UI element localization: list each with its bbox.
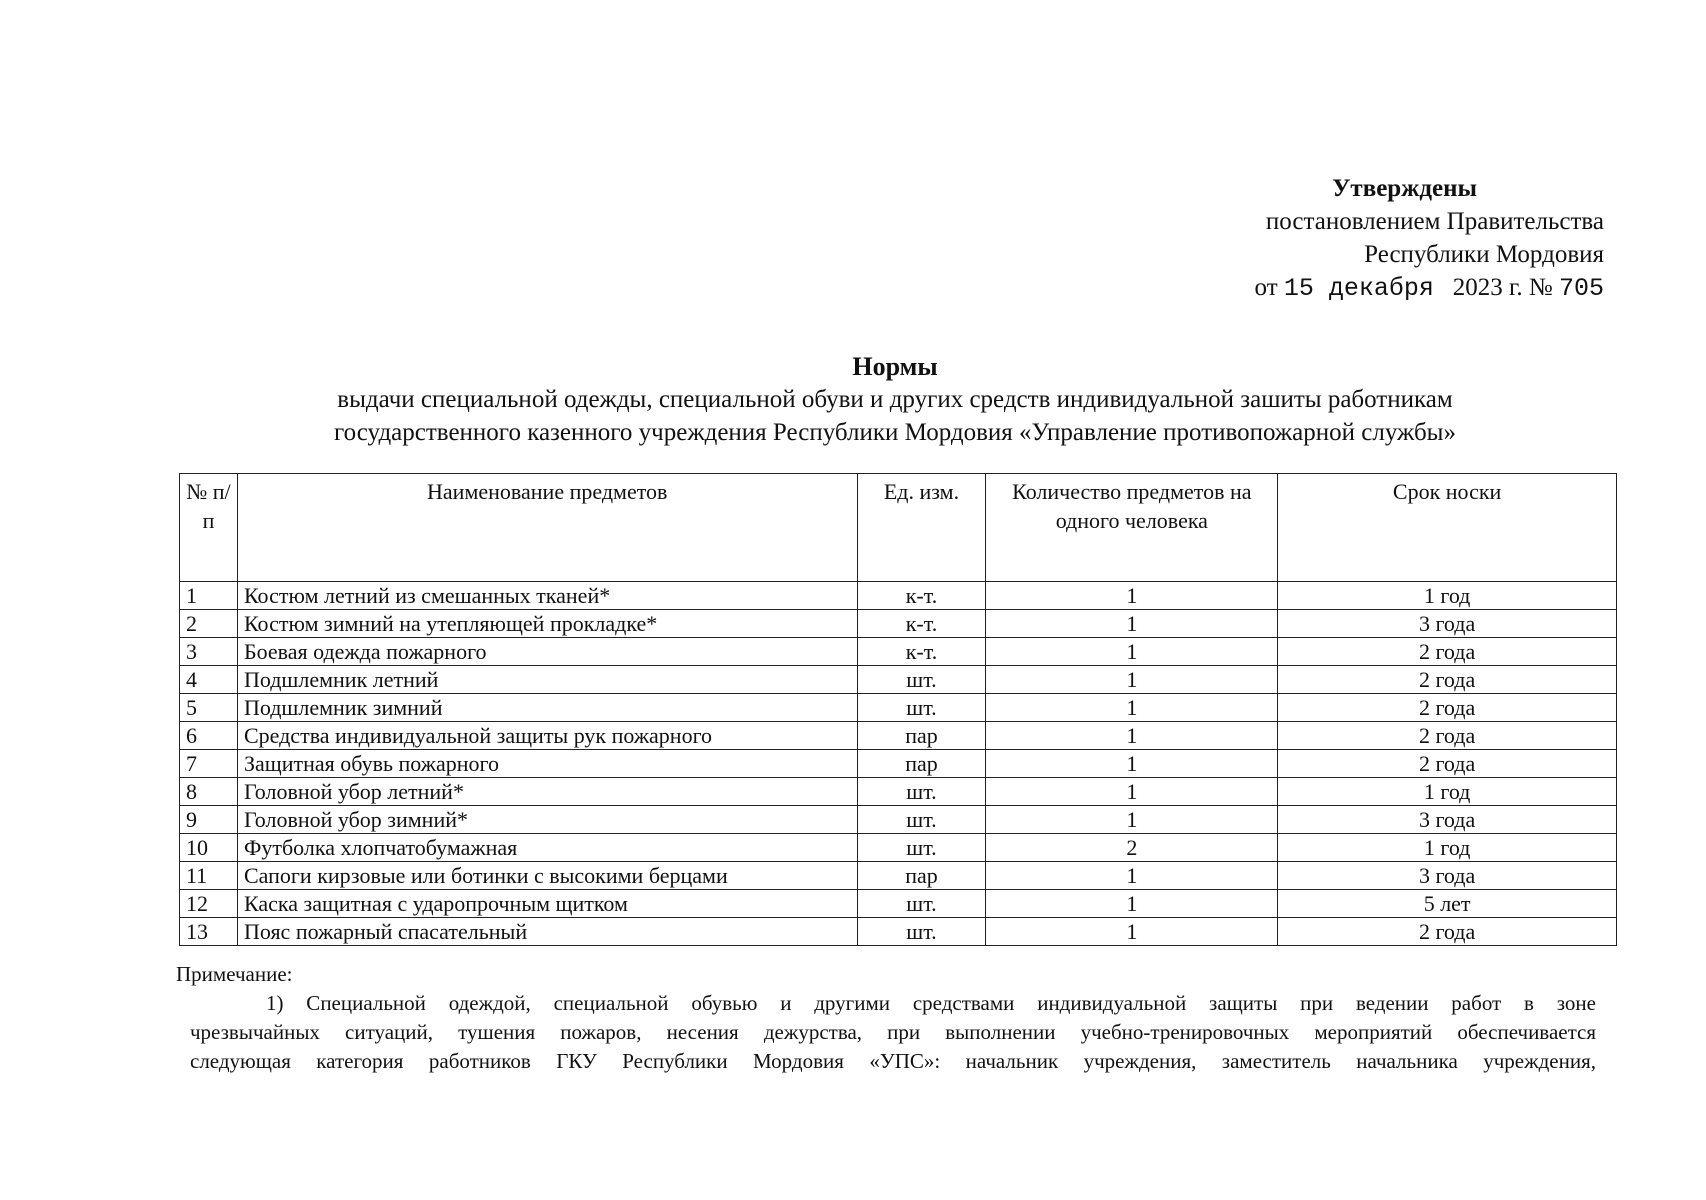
- table-row: [180, 862, 1617, 890]
- cell-term: 2 года: [1278, 638, 1617, 666]
- cell-num: 6: [180, 722, 238, 750]
- cell-qty: 1: [986, 890, 1278, 918]
- document-title-block: [180, 350, 1610, 449]
- cell-unit: к-т.: [857, 638, 986, 666]
- cell-unit: пар: [857, 862, 986, 890]
- approval-number: 705: [1558, 274, 1604, 303]
- cell-num: 2: [180, 610, 238, 638]
- cell-term: 2 года: [1278, 694, 1617, 722]
- cell-name: Костюм летний из смешанных тканей*: [237, 582, 857, 610]
- header-qty: Количество предметов на одного человека: [986, 474, 1278, 582]
- table-row: [180, 582, 1617, 610]
- document-subtitle-line-1: выдачи специальной одежды, специальной обуви и других средств индивидуальной зашиты работникам: [337, 386, 1453, 413]
- table-row: [180, 806, 1617, 834]
- table-row: [180, 722, 1617, 750]
- cell-qty: 1: [986, 666, 1278, 694]
- cell-qty: 1: [986, 582, 1278, 610]
- cell-name: Средства индивидуальной защиты рук пожарного: [237, 722, 857, 750]
- cell-num: 12: [180, 890, 238, 918]
- cell-num: 8: [180, 778, 238, 806]
- cell-name: Защитная обувь пожарного: [237, 750, 857, 778]
- cell-qty: 1: [986, 778, 1278, 806]
- cell-qty: 1: [986, 750, 1278, 778]
- header-num: № п/п: [180, 474, 238, 582]
- cell-term: 2 года: [1278, 666, 1617, 694]
- cell-name: Каска защитная с ударопрочным щитком: [237, 890, 857, 918]
- note-block: [176, 960, 1596, 1076]
- note-line-1: 1) Специальной одеждой, специальной обувью и другими средствами индивидуальной защиты при ведении работ в зоне: [266, 991, 1596, 1015]
- cell-unit: шт.: [857, 890, 986, 918]
- table-row: [180, 610, 1617, 638]
- cell-qty: 1: [986, 918, 1278, 946]
- cell-unit: шт.: [857, 694, 986, 722]
- cell-qty: 1: [986, 694, 1278, 722]
- cell-name: Головной убор летний*: [237, 778, 857, 806]
- approval-line-1: постановлением Правительства: [1265, 208, 1604, 235]
- cell-term: 2 года: [1278, 750, 1617, 778]
- cell-term: 3 года: [1278, 806, 1617, 834]
- table-row: [180, 890, 1617, 918]
- document-title: Нормы: [852, 352, 938, 381]
- cell-num: 9: [180, 806, 238, 834]
- cell-unit: к-т.: [857, 582, 986, 610]
- cell-name: Подшлемник зимний: [237, 694, 857, 722]
- cell-qty: 1: [986, 722, 1278, 750]
- cell-name: Пояс пожарный спасательный: [237, 918, 857, 946]
- cell-unit: шт.: [857, 806, 986, 834]
- cell-num: 11: [180, 862, 238, 890]
- cell-term: 1 год: [1278, 834, 1617, 862]
- table-row: [180, 778, 1617, 806]
- cell-term: 2 года: [1278, 722, 1617, 750]
- cell-unit: пар: [857, 750, 986, 778]
- table-row: [180, 834, 1617, 862]
- cell-unit: шт.: [857, 778, 986, 806]
- approval-date-day-month: 15 декабря: [1283, 274, 1434, 303]
- cell-unit: шт.: [857, 834, 986, 862]
- cell-term: 5 лет: [1278, 890, 1617, 918]
- cell-term: 1 год: [1278, 582, 1617, 610]
- cell-num: 4: [180, 666, 238, 694]
- table-row: [180, 638, 1617, 666]
- approval-stamp: [1184, 172, 1604, 305]
- cell-name: Футболка хлопчатобумажная: [237, 834, 857, 862]
- cell-name: Боевая одежда пожарного: [237, 638, 857, 666]
- cell-num: 13: [180, 918, 238, 946]
- note-line-2: чрезвычайных ситуаций, тушения пожаров, несения дежурства, при выполнении учебно-тренировочных мероприятий обеспечивается: [190, 1020, 1596, 1044]
- table-row: [180, 666, 1617, 694]
- cell-qty: 1: [986, 862, 1278, 890]
- table-row: [180, 918, 1617, 946]
- cell-unit: шт.: [857, 666, 986, 694]
- header-name: Наименование предметов: [237, 474, 857, 582]
- note-line-3: следующая категория работников ГКУ Республики Мордовия «УПС»: начальник учреждения, заместитель начальника учреждения,: [190, 1049, 1596, 1073]
- norms-table: [179, 473, 1617, 946]
- cell-unit: шт.: [857, 918, 986, 946]
- table-body: [180, 582, 1617, 946]
- cell-qty: 1: [986, 610, 1278, 638]
- cell-term: 2 года: [1278, 918, 1617, 946]
- cell-num: 7: [180, 750, 238, 778]
- table-row: [180, 750, 1617, 778]
- cell-term: 3 года: [1278, 862, 1617, 890]
- cell-term: 3 года: [1278, 610, 1617, 638]
- header-term: Срок носки: [1278, 474, 1617, 582]
- cell-qty: 1: [986, 638, 1278, 666]
- document-subtitle-line-2: государственного казенного учреждения Республики Мордовия «Управление противопожарной службы»: [334, 419, 1456, 446]
- table-row: [180, 694, 1617, 722]
- cell-unit: к-т.: [857, 610, 986, 638]
- cell-name: Сапоги кирзовые или ботинки с высокими берцами: [237, 862, 857, 890]
- note-label: Примечание:: [176, 962, 293, 986]
- cell-name: Подшлемник летний: [237, 666, 857, 694]
- approval-date-year: 2023 г. №: [1452, 274, 1553, 301]
- header-unit: Ед. изм.: [857, 474, 986, 582]
- cell-qty: 1: [986, 806, 1278, 834]
- cell-unit: пар: [857, 722, 986, 750]
- approval-title: Утверждены: [1332, 175, 1477, 202]
- cell-num: 3: [180, 638, 238, 666]
- table-header-row: [180, 474, 1617, 582]
- cell-name: Костюм зимний на утепляющей прокладке*: [237, 610, 857, 638]
- cell-num: 1: [180, 582, 238, 610]
- cell-name: Головной убор зимний*: [237, 806, 857, 834]
- cell-qty: 2: [986, 834, 1278, 862]
- approval-date-line: [1184, 271, 1604, 305]
- approval-line-2: Республики Мордовия: [1364, 241, 1604, 268]
- approval-date-prefix: от: [1254, 274, 1278, 301]
- cell-num: 10: [180, 834, 238, 862]
- cell-term: 1 год: [1278, 778, 1617, 806]
- cell-num: 5: [180, 694, 238, 722]
